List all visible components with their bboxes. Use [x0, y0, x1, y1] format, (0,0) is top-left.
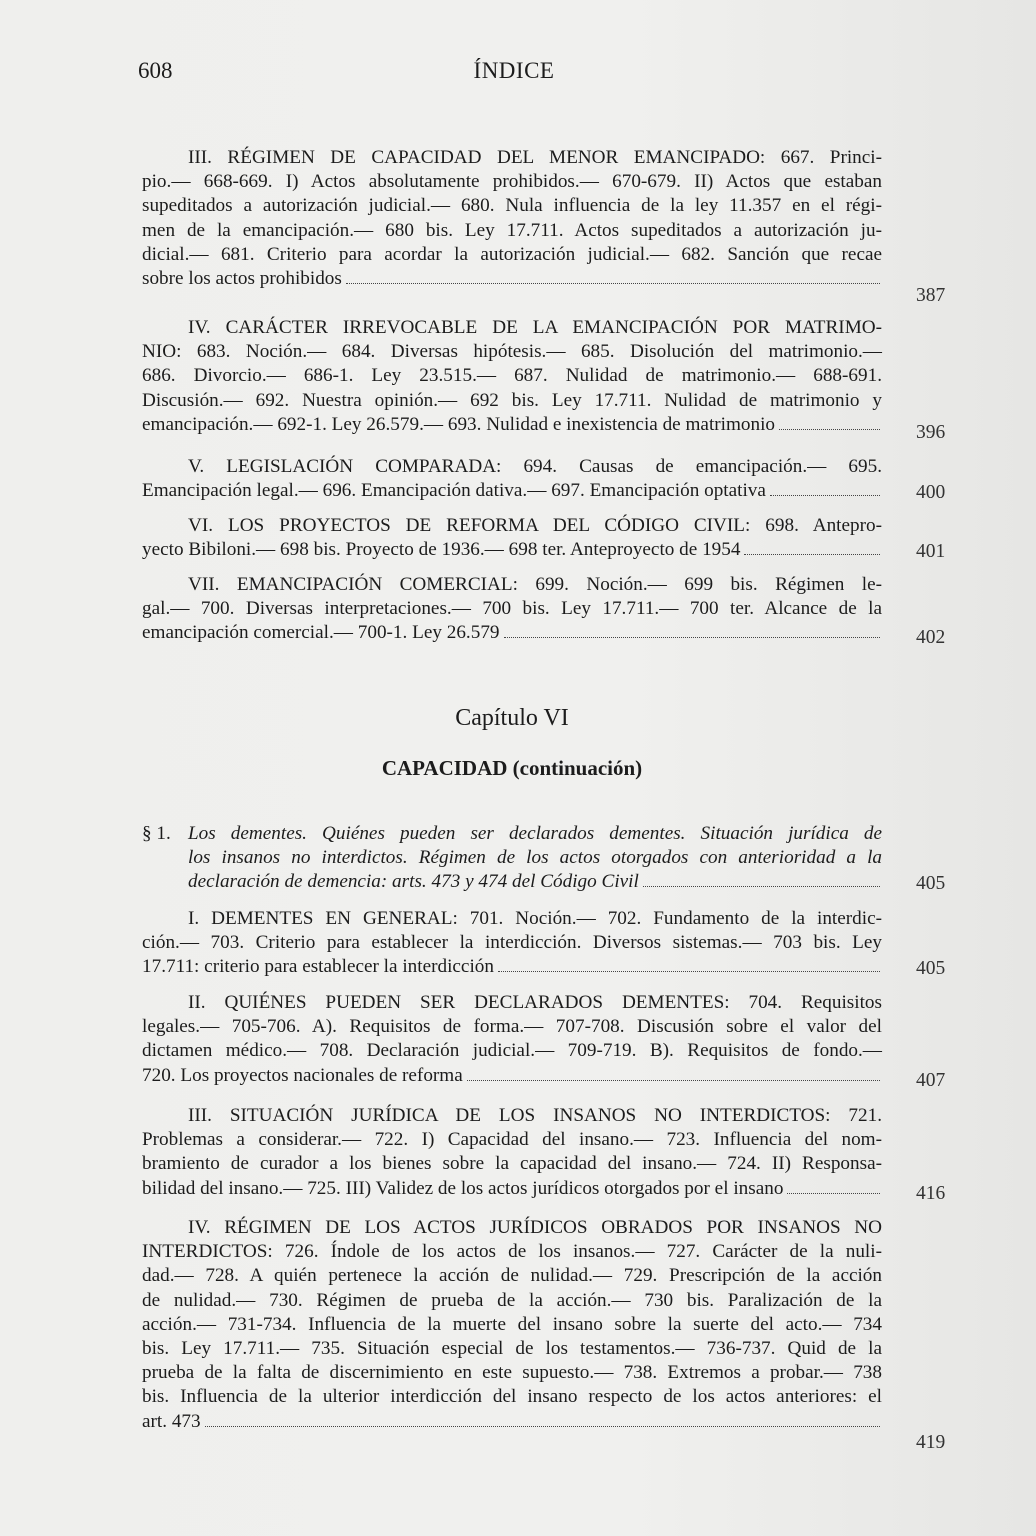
dot-leader: [346, 283, 880, 284]
section-label: § 1.: [142, 823, 171, 844]
toc-line: 720. Los proyectos nacionales de reforma: [142, 1064, 463, 1086]
toc-entry: [142, 907, 882, 980]
toc-page-ref: 401: [916, 541, 946, 562]
toc-last-line: [142, 267, 882, 291]
running-header: [138, 58, 890, 94]
section-line: Los dementes. Quiénes pueden ser declarados dementes. Situación jurídica de: [188, 823, 882, 844]
toc-last-line: [142, 413, 882, 437]
toc-line: dictamen médico.— 708. Declaración judicial.— 709-719. B). Requisitos de fondo.—: [142, 1040, 882, 1062]
toc-line: VI. LOS PROYECTOS DE REFORMA DEL CÓDIGO CIVIL: 698. Antepro-: [188, 515, 882, 536]
toc-line: gal.— 700. Diversas interpretaciones.— 700 bis. Ley 17.711.— 700 ter. Alcance de la: [142, 598, 882, 620]
toc-line: IV. CARÁCTER IRREVOCABLE DE LA EMANCIPACIÓN POR MATRIMO-: [188, 317, 882, 338]
toc-line: supeditados a autorización judicial.— 680. Nula influencia de la ley 11.357 en el régi-: [142, 195, 882, 217]
toc-line: bramiento de curador a los bienes sobre la capacidad del insano.— 724. II) Responsa-: [142, 1153, 882, 1175]
toc-entry: [142, 1104, 882, 1201]
toc-entry: [142, 455, 882, 503]
toc-line: yecto Bibiloni.— 698 bis. Proyecto de 1936.— 698 ter. Anteproyecto de 1954: [142, 539, 741, 561]
toc-entry: [142, 316, 882, 437]
page-number: 608: [138, 58, 173, 83]
section-entry: [142, 822, 882, 895]
toc-line: de nulidad.— 730. Régimen de prueba de la acción.— 730 bis. Paralización de la: [142, 1289, 882, 1311]
toc-last-line: [142, 621, 882, 645]
section-line: declaración de demencia: arts. 473 y 474 del Código Civil: [188, 871, 639, 893]
toc-last-line: [142, 538, 882, 562]
toc-page-ref: 419: [916, 1432, 946, 1453]
section-line: los insanos no interdictos. Régimen de los actos otorgados con anterioridad a la: [188, 847, 882, 869]
chapter-title: CAPACIDAD (continuación): [381, 756, 643, 780]
toc-line: III. SITUACIÓN JURÍDICA DE LOS INSANOS NO INTERDICTOS: 721.: [188, 1105, 882, 1126]
toc-page-ref: 407: [916, 1070, 946, 1091]
toc-line: emancipación.— 692-1. Ley 26.579.— 693. Nulidad e inexistencia de matrimonio: [142, 413, 776, 435]
toc-line: art. 473: [142, 1410, 201, 1432]
toc-line: 686. Divorcio.— 686-1. Ley 23.515.— 687. Nulidad de matrimonio.— 688-691.: [142, 365, 882, 387]
dot-leader: [467, 1080, 880, 1081]
toc-page-ref: 387: [916, 285, 946, 306]
dot-leader: [787, 1193, 880, 1194]
toc-entry: [142, 573, 882, 646]
toc-line: emancipación comercial.— 700-1. Ley 26.579: [142, 622, 500, 644]
toc-line: legales.— 705-706. A). Requisitos de forma.— 707-708. Discusión sobre el valor del: [142, 1016, 882, 1038]
toc-entry: [142, 1216, 882, 1434]
toc-last-line: [142, 955, 882, 979]
toc-line: II. QUIÉNES PUEDEN SER DECLARADOS DEMENTES: 704. Requisitos: [188, 992, 882, 1013]
running-title: ÍNDICE: [473, 58, 555, 83]
toc-line: I. DEMENTES EN GENERAL: 701. Noción.— 702. Fundamento de la interdic-: [188, 908, 882, 929]
dot-leader: [643, 886, 880, 887]
toc-line: acción.— 731-734. Influencia de la muerte del insano sobre la suerte del acto.— 734: [142, 1313, 882, 1335]
toc-page-ref: 405: [916, 873, 946, 894]
chapter-number: Capítulo VI: [455, 705, 569, 731]
dot-leader: [504, 637, 880, 638]
toc-page-ref: 405: [916, 958, 946, 979]
toc-page-ref: 402: [916, 627, 946, 648]
toc-last-line: [142, 479, 882, 503]
toc-line: Emancipación legal.— 696. Emancipación dativa.— 697. Emancipación optativa: [142, 480, 766, 502]
toc-page-ref: 416: [916, 1183, 946, 1204]
toc-line: bilidad del insano.— 725. III) Validez de los actos jurídicos otorgados por el insano: [142, 1177, 784, 1199]
dot-leader: [770, 495, 880, 496]
toc-line: pio.— 668-669. I) Actos absolutamente prohibidos.— 670-679. II) Actos que estaban: [142, 171, 882, 193]
toc-entry: [142, 146, 882, 291]
toc-line: sobre los actos prohibidos: [142, 267, 342, 289]
toc-line: Discusión.— 692. Nuestra opinión.— 692 bis. Ley 17.711. Nulidad de matrimonio y: [142, 389, 882, 411]
toc-line: bis. Influencia de la ulterior interdicción del insano respecto de los actos anteriores: el: [142, 1386, 882, 1408]
toc-line: III. RÉGIMEN DE CAPACIDAD DEL MENOR EMANCIPADO: 667. Princi-: [188, 147, 882, 168]
toc-last-line: [188, 870, 882, 894]
toc-last-line: [142, 1410, 882, 1434]
toc-page-ref: 396: [916, 422, 946, 443]
toc-line: bis. Ley 17.711.— 735. Situación especial de los testamentos.— 736-737. Quid de la: [142, 1337, 882, 1359]
toc-line: prueba de la falta de discernimiento en este supuesto.— 738. Extremos a probar.— 738: [142, 1362, 882, 1384]
dot-leader: [498, 971, 880, 972]
toc-line: VII. EMANCIPACIÓN COMERCIAL: 699. Noción.— 699 bis. Régimen le-: [188, 574, 882, 595]
toc-entry: [142, 991, 882, 1088]
toc-page-ref: 400: [916, 482, 946, 503]
dot-leader: [779, 429, 880, 430]
toc-line: IV. RÉGIMEN DE LOS ACTOS JURÍDICOS OBRADOS POR INSANOS NO: [188, 1217, 882, 1238]
toc-line: ción.— 703. Criterio para establecer la interdicción. Diversos sistemas.— 703 bis. Ley: [142, 932, 882, 954]
dot-leader: [744, 554, 880, 555]
toc-line: dad.— 728. A quién pertenece la acción de nulidad.— 729. Prescripción de la acción: [142, 1265, 882, 1287]
toc-line: NIO: 683. Noción.— 684. Diversas hipótesis.— 685. Disolución del matrimonio.—: [142, 341, 882, 363]
toc-entry: [142, 514, 882, 562]
toc-line: Problemas a considerar.— 722. I) Capacidad del insano.— 723. Influencia del nom-: [142, 1129, 882, 1151]
toc-line: INTERDICTOS: 726. Índole de los actos de los insanos.— 727. Carácter de la nuli-: [142, 1241, 882, 1263]
toc-last-line: [142, 1064, 882, 1088]
dot-leader: [205, 1426, 880, 1427]
toc-line: 17.711: criterio para establecer la interdicción: [142, 956, 494, 978]
toc-last-line: [142, 1177, 882, 1201]
toc-line: V. LEGISLACIÓN COMPARADA: 694. Causas de emancipación.— 695.: [188, 456, 882, 477]
toc-line: dicial.— 681. Criterio para acordar la autorización judicial.— 682. Sanción que recae: [142, 243, 882, 265]
toc-line: men de la emancipación.— 680 bis. Ley 17.711. Actos supeditados a autorización ju-: [142, 219, 882, 241]
